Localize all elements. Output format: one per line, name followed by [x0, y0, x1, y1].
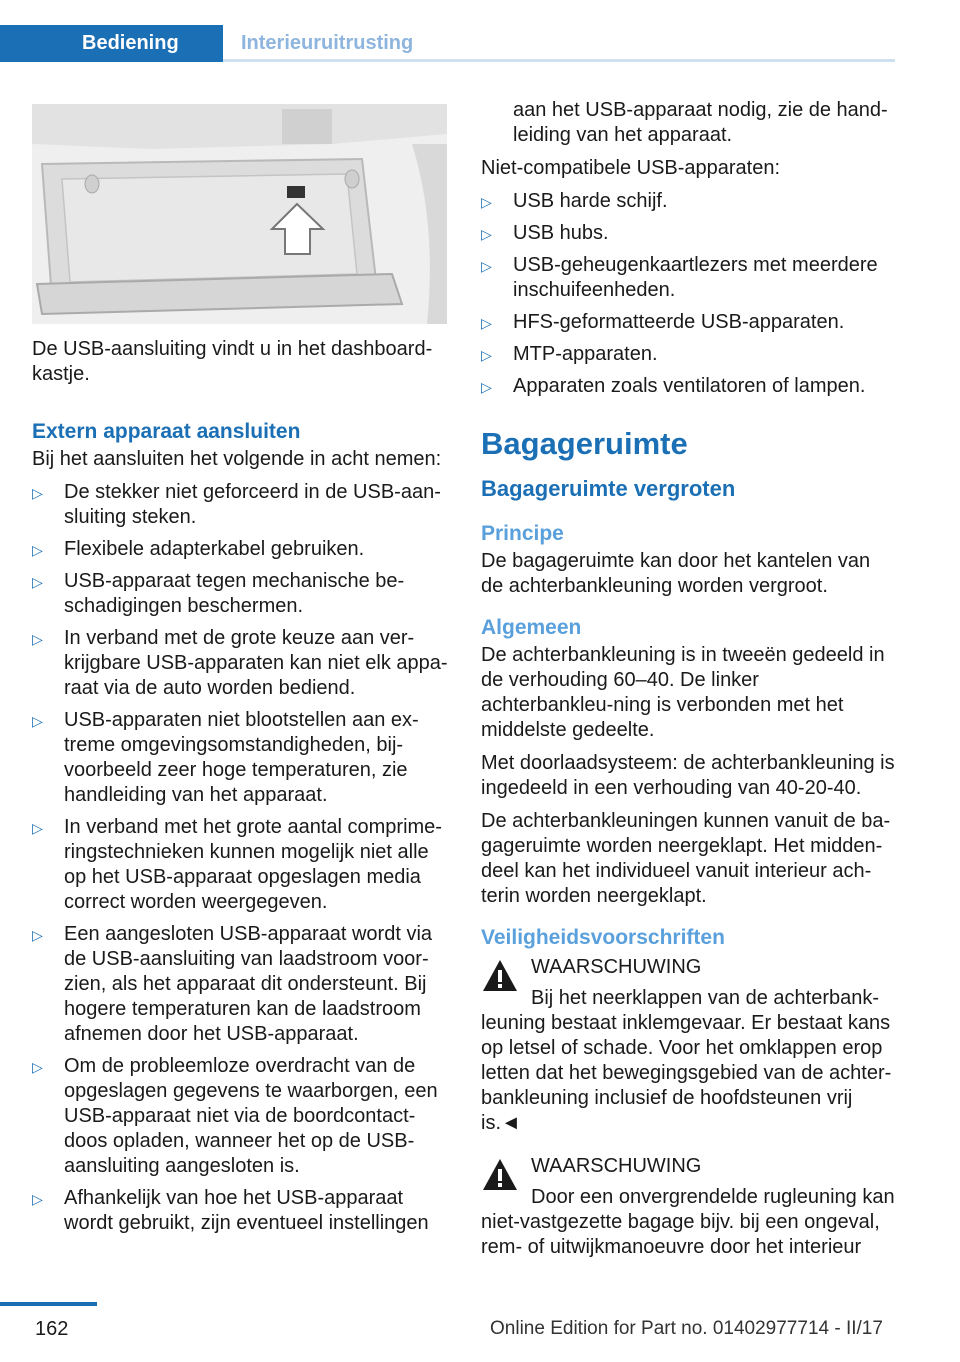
triangle-bullet-icon: ▷ — [481, 258, 492, 274]
tab-underline — [223, 59, 895, 62]
list-item — [32, 922, 449, 1047]
triangle-bullet-icon: ▷ — [32, 485, 43, 501]
list-item — [481, 342, 896, 367]
tab-bediening[interactable]: Bediening — [0, 25, 223, 62]
list-item — [32, 1186, 449, 1236]
list-item-text: De stekker niet geforceerd in de USB-aan-sluiting steken. — [64, 481, 441, 528]
list-item — [481, 221, 896, 246]
footer-accent-line — [0, 1302, 97, 1306]
list-item — [32, 480, 449, 530]
list-item — [32, 815, 449, 915]
triangle-bullet-icon: ▷ — [481, 194, 492, 210]
warning-title: WAARSCHUWING — [531, 956, 702, 978]
warning-text-first: Door een onvergrendelde rugleuning kan — [531, 1186, 895, 1208]
list-item — [32, 626, 449, 701]
triangle-bullet-icon: ▷ — [481, 379, 492, 395]
list-item-text: Afhankelijk van hoe het USB-apparaat wordt gebruikt, zijn eventueel instellingen — [64, 1187, 429, 1234]
algemeen-paragraph: Met doorlaadsysteem: de achterbankleuning is ingedeeld in een verhouding van 40-20-40. — [481, 752, 895, 799]
heading-principe: Principe — [481, 522, 564, 545]
subchapter-title: Bagageruimte vergroten — [481, 476, 736, 501]
triangle-bullet-icon: ▷ — [32, 713, 43, 729]
warning-triangle-icon — [481, 1156, 519, 1194]
list-item — [481, 253, 896, 303]
triangle-bullet-icon: ▷ — [32, 542, 43, 558]
list-item-text: In verband met het grote aantal comprime-ringstechnieken kunnen mogelijk niet alle op het USB-apparaat opgeslagen media correct worden weergegeven. — [64, 816, 442, 913]
warning-text: niet-vastgezette bagage bijv. bij een ongeval, rem- of uitwijkmanoeuvre door het interieur — [481, 1211, 880, 1258]
warning-triangle-icon — [481, 957, 519, 995]
right-column — [481, 98, 896, 1260]
list-item-text: In verband met de grote keuze aan ver-krijgbare USB-apparaten kan niet elk appa-raat via de auto worden bediend. — [64, 627, 448, 699]
triangle-bullet-icon: ▷ — [481, 315, 492, 331]
triangle-bullet-icon: ▷ — [32, 1059, 43, 1075]
list-item-text: USB-apparaat tegen mechanische be-schadigingen beschermen. — [64, 570, 405, 617]
glovebox-usb-illustration — [32, 104, 447, 324]
warning-text: leuning bestaat inklemgevaar. Er bestaat kans op letsel of schade. Voor het omklappen erop letten dat het bewegingsgebied van de achter-bankleuning inclusief de hoofdsteunen vrij is.◄ — [481, 1012, 892, 1134]
chapter-title: Bagageruimte — [481, 426, 688, 461]
list-item — [481, 189, 896, 214]
list-item-text: MTP-apparaten. — [513, 343, 658, 365]
triangle-bullet-icon: ▷ — [32, 1191, 43, 1207]
continued-list-text: aan het USB-apparaat nodig, zie de hand-leiding van het apparaat. — [513, 99, 888, 146]
heading-algemeen: Algemeen — [481, 616, 582, 639]
connect-bullet-list — [32, 480, 449, 1236]
list-item-text: HFS-geformatteerde USB-apparaten. — [513, 311, 845, 333]
list-item-text: Een aangesloten USB-apparaat wordt via de USB-aansluiting van laadstroom voor-zien, als het apparaat dit ondersteunt. Bij hogere temperaturen kan de laadstroom afnemen door het USB-apparaat. — [64, 923, 433, 1045]
triangle-bullet-icon: ▷ — [32, 820, 43, 836]
list-item — [481, 374, 896, 399]
page-number: 162 — [35, 1318, 69, 1340]
list-item — [481, 310, 896, 335]
triangle-bullet-icon: ▷ — [32, 574, 43, 590]
list-item-text: USB harde schijf. — [513, 190, 668, 212]
principe-text: De bagageruimte kan door het kantelen van de achterbankleuning worden vergroot. — [481, 550, 871, 597]
list-item-text: Flexibele adapterkabel gebruiken. — [64, 538, 365, 560]
triangle-bullet-icon: ▷ — [481, 347, 492, 363]
list-item — [32, 569, 449, 619]
heading-extern-apparaat: Extern apparaat aansluiten — [32, 420, 301, 443]
triangle-bullet-icon: ▷ — [481, 226, 492, 242]
tab-interieuruitrusting[interactable]: Interieuruitrusting — [241, 32, 414, 54]
incompatible-list — [481, 189, 896, 399]
triangle-bullet-icon: ▷ — [32, 927, 43, 943]
list-item-text: Apparaten zoals ventilatoren of lampen. — [513, 375, 866, 397]
incompatible-intro: Niet-compatibele USB-apparaten: — [481, 157, 781, 179]
triangle-bullet-icon: ▷ — [32, 631, 43, 647]
warning-block — [481, 1154, 896, 1260]
list-item — [32, 537, 449, 562]
intro-text: Bij het aansluiten het volgende in acht nemen: — [32, 448, 442, 470]
list-item — [32, 708, 449, 808]
list-item-text: USB-geheugenkaartlezers met meerdere inschuifeenheden. — [513, 254, 878, 301]
heading-veiligheid: Veiligheidsvoorschriften — [481, 926, 725, 949]
algemeen-paragraph: De achterbankleuningen kunnen vanuit de ba-gageruimte worden neergeklapt. Het midden-deel kan het individueel vanuit interieur ach-terin worden neergeklapt. — [481, 810, 891, 907]
list-item — [32, 1054, 449, 1179]
image-caption: De USB-aansluiting vindt u in het dashboard-kastje. — [32, 338, 433, 385]
list-item-text: USB hubs. — [513, 222, 609, 244]
list-item-text: USB-apparaten niet blootstellen aan ex-treme omgevingsomstandigheden, bij-voorbeeld zeer hoge temperaturen, zie handleiding van het apparaat. — [64, 709, 419, 806]
warning-block — [481, 955, 896, 1136]
edition-note: Online Edition for Part no. 01402977714 - II/17 — [490, 1318, 883, 1339]
warning-text-first: Bij het neerklappen van de achterbank- — [531, 987, 880, 1009]
list-item-text: Om de probleemloze overdracht van de opgeslagen gegevens te waarborgen, een USB-apparaat niet via de boordcontact-doos opladen, wanneer het op de USB-aansluiting aangesloten is. — [64, 1055, 438, 1177]
header-tabs — [0, 0, 960, 62]
warning-title: WAARSCHUWING — [531, 1155, 702, 1177]
algemeen-paragraph: De achterbankleuning is in tweeën gedeeld in de verhouding 60–40. De linker achterbankleu-ning is verbonden met het middelste gedeelte. — [481, 644, 885, 741]
left-column — [32, 104, 449, 1243]
